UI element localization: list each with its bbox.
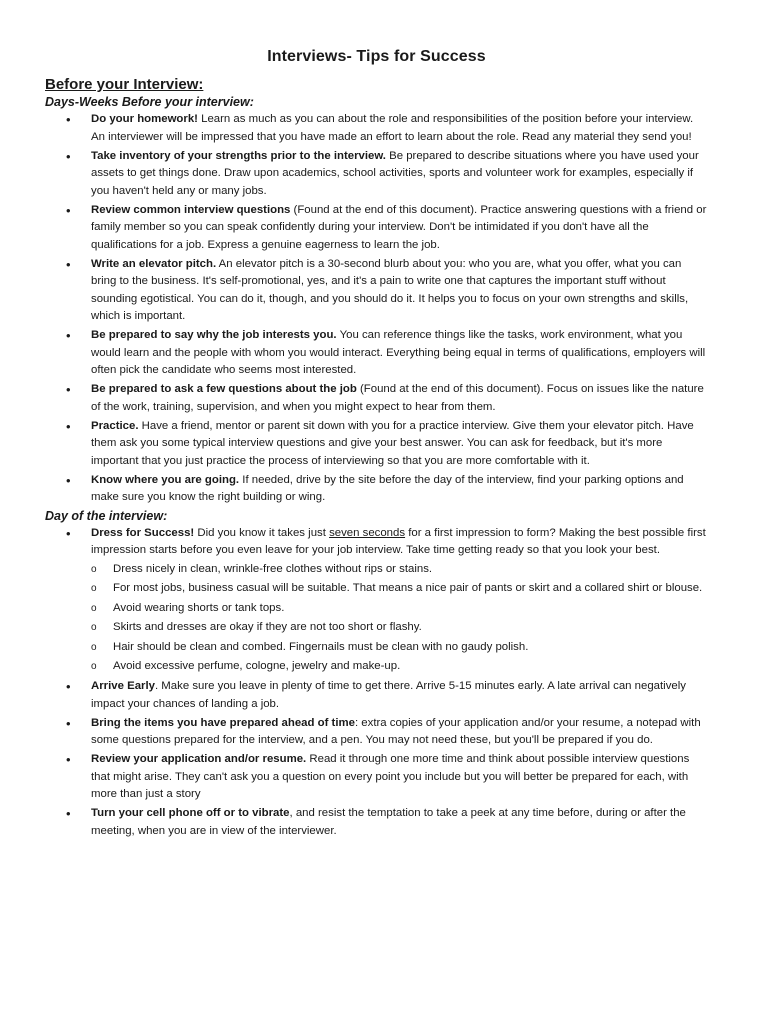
- tip-lead: Take inventory of your strengths prior to the interview.: [91, 149, 386, 162]
- tip-lead: Be prepared to ask a few questions about the job: [91, 383, 357, 395]
- tip-text: Be prepared to describe situations where you have used your assets to get things done. Draw upon academics, school activities, sports and volunteer work for examples, especially if you haven't held any or many jobs.: [91, 149, 699, 197]
- bullet-icon: •: [66, 148, 71, 164]
- tip-text: : extra copies of your application and/or your resume, a notepad with some questions prepared for the interview, and a pen. You may not need these, but you'll be prepared if you do.: [91, 716, 701, 746]
- bullet-icon: •: [66, 256, 71, 272]
- tip-text: . Make sure you leave in plenty of time to get there. Arrive 5-15 minutes early. A late arrival can negatively impact your chances of landing a job.: [91, 680, 686, 710]
- sublist-item: [91, 560, 708, 580]
- tip-lead: Be prepared to say why the job interests you.: [91, 329, 337, 341]
- tip-text: Learn as much as you can about the role and responsibilities of the position before your interview. An interviewer will be impressed that you have made an effort to learn about the role. Read any material they send you!: [91, 113, 694, 143]
- tip-lead: Do your homework!: [91, 113, 198, 125]
- bullet-icon: •: [66, 715, 71, 731]
- tip-lead: Review common interview questions: [91, 203, 291, 216]
- tip-text: You can reference things like the tasks, work environment, what you would learn and the people with whom you would interact. Everything being equal in terms of qualifications, employers will often pick the candidate who seems most interested.: [91, 329, 706, 376]
- day-of-interview-subheading: Day of the interview:: [45, 508, 168, 523]
- tip-lead: Practice.: [91, 419, 139, 432]
- sublist-item: [91, 579, 708, 599]
- tip-homework: [45, 111, 708, 146]
- bullet-icon: •: [66, 328, 71, 343]
- tip-text: Read it through one more time and think about possible interview questions that might arise. They can't ask you a question on every point you include but you will better be prepared for each, with more than just a story: [91, 753, 690, 800]
- tip-practice: [45, 418, 708, 471]
- tip-lead: Bring the items you have prepared ahead of time: [91, 716, 355, 729]
- bullet-icon: •: [66, 679, 71, 694]
- bullet-icon: •: [66, 472, 71, 488]
- tip-lead: Turn your cell phone off or to vibrate: [91, 807, 290, 819]
- sublist-text: Skirts and dresses are okay if they are not too short or flashy.: [113, 621, 422, 633]
- tip-text: (Found at the end of this document). Focus on issues like the nature of the work, training, supervision, and when you might expect to hear from them.: [91, 383, 704, 413]
- tip-dress-for-success: [45, 525, 708, 677]
- sublist-text: Avoid wearing shorts or tank tops.: [113, 601, 285, 614]
- sublist-item: [91, 618, 708, 638]
- tip-lead: Review your application and/or resume.: [91, 753, 307, 765]
- sublist-item: [91, 638, 708, 658]
- tip-text: , and resist the temptation to take a peek at any time before, during or after the meeting, when you are in view of the interviewer.: [91, 807, 686, 837]
- document-title: Interviews- Tips for Success: [267, 48, 486, 65]
- tip-text: for a first impression to form? Making the best possible first impression starts before you even leave for your job interview. Take time getting ready so that you look your best.: [91, 526, 706, 556]
- tip-lead: Know where you are going.: [91, 473, 240, 486]
- sublist-item: [91, 599, 708, 619]
- bullet-icon: •: [66, 752, 71, 767]
- circle-bullet-icon: o: [91, 602, 97, 614]
- circle-bullet-icon: o: [91, 583, 97, 594]
- circle-bullet-icon: o: [91, 661, 97, 672]
- tip-underlined-text: seven seconds: [329, 526, 406, 539]
- before-tips-list: [45, 111, 708, 507]
- sublist-text: Avoid excessive perfume, cologne, jewelry and make-up.: [113, 660, 401, 672]
- tip-arrive-early: [45, 678, 708, 713]
- sublist-text: For most jobs, business casual will be suitable. That means a nice pair of pants or skirt and a collared shirt or blouse.: [113, 582, 703, 594]
- tip-ask-questions: [45, 381, 708, 416]
- tip-review-application: [45, 751, 708, 804]
- tip-text: Have a friend, mentor or parent sit down with you for a practice interview. Give them your elevator pitch. Have them ask you some typical interview questions and give your best answer. You can ask for feedback, but it's more important that you just practice the process of interviewing so that you are more comfortable with it.: [91, 419, 694, 467]
- bullet-icon: •: [66, 806, 71, 821]
- tip-why-job: [45, 327, 708, 380]
- tip-cell-phone: [45, 805, 708, 840]
- tip-lead: Arrive Early: [91, 680, 155, 692]
- bullet-icon: •: [66, 112, 71, 127]
- bullet-icon: •: [66, 418, 71, 434]
- before-interview-heading: Before your Interview:: [45, 76, 204, 93]
- dress-sublist: [91, 560, 708, 677]
- tip-inventory: [45, 148, 708, 201]
- sublist-text: Dress nicely in clean, wrinkle-free clothes without rips or stains.: [113, 562, 433, 575]
- tip-lead: Write an elevator pitch.: [91, 257, 217, 270]
- tip-text: Did you know it takes just: [194, 526, 330, 539]
- tip-bring-items: [45, 715, 708, 750]
- tip-text: If needed, drive by the site before the day of the interview, find your parking options and make sure you know the right building or wing.: [91, 473, 684, 503]
- bullet-icon: •: [66, 525, 71, 541]
- day-tips-list: [45, 525, 708, 841]
- tip-text: An elevator pitch is a 30-second blurb about you: who you are, what you offer, what you can bring to the business. It's self-promotional, yes, and it's a pain to write one that captures the important stuff without sounding egotistical. You can do it, though, and you should do it. It helps you to focus on your own strengths and skills, which is important.: [91, 257, 689, 322]
- circle-bullet-icon: o: [91, 641, 97, 653]
- tip-text: (Found at the end of this document). Practice answering questions with a friend or family member so you can speak confidently during your interview. Don't be intimidated if you don't have all the qualifications for a job. Express a genuine eagerness to learn the job.: [91, 203, 707, 251]
- circle-bullet-icon: o: [91, 622, 97, 633]
- bullet-icon: •: [66, 202, 71, 218]
- tip-lead: Dress for Success!: [91, 526, 195, 539]
- tip-know-where: [45, 472, 708, 507]
- tip-elevator-pitch: [45, 256, 708, 326]
- circle-bullet-icon: o: [91, 563, 97, 575]
- sublist-text: Hair should be clean and combed. Fingernails must be clean with no gaudy polish.: [113, 640, 529, 653]
- sublist-item: [91, 657, 708, 677]
- days-weeks-subheading: Days-Weeks Before your interview:: [45, 95, 254, 109]
- bullet-icon: •: [66, 382, 71, 397]
- tip-review-questions: [45, 202, 708, 255]
